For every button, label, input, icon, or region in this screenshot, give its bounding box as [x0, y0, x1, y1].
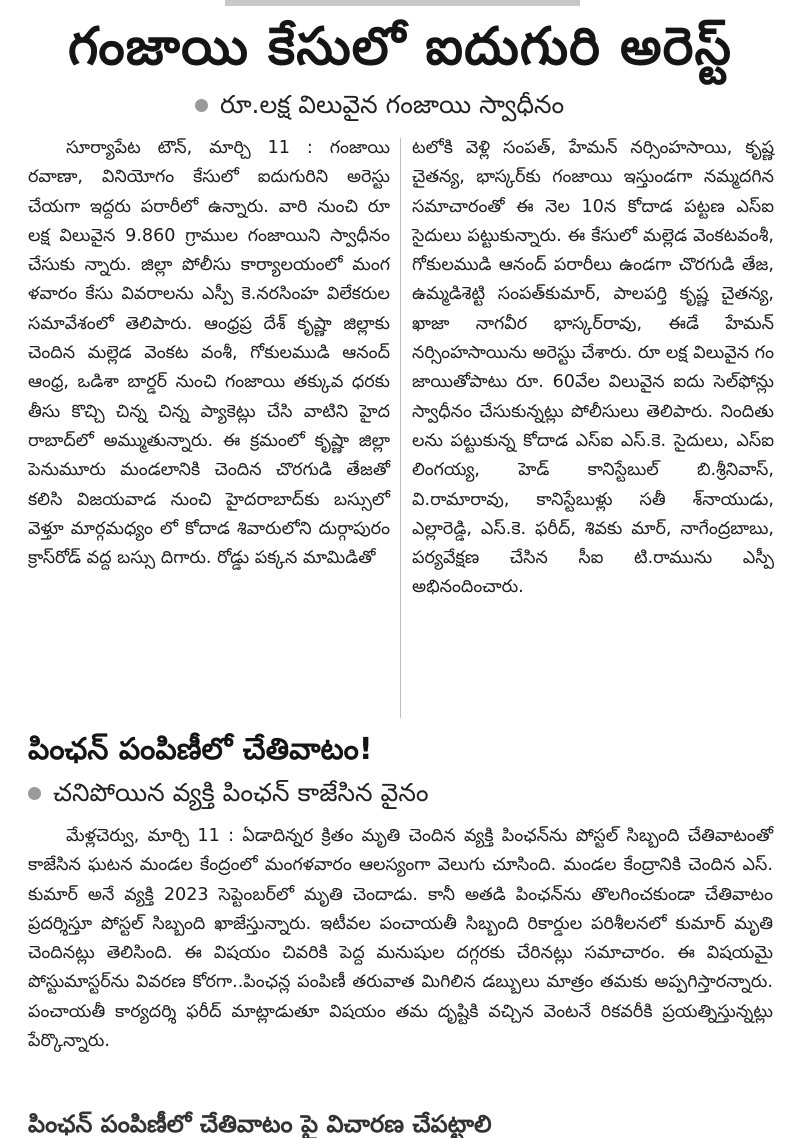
bullet-icon: [195, 99, 208, 112]
article-subheadline-text: రూ.లక్ష విలువైన గంజాయి స్వాధీనం: [220, 90, 565, 119]
second-article-text: మేళ్లచెర్వు, మార్చి 11 : ఏడాదిన్నర క్రితం మృతి చెందిన వ్యక్తి పింఛన్‌ను పోస్టల్ సిబ్బంది చేతివాటంతో కాజేసిన ఘటన మండల కేంద్రంలో మంగళవారం ఆలస్యంగా వెలుగు చూసింది. మండల కేంద్రానికి చెందిన ఎస్. కుమార్ అనే వ్యక్తి 2023 సెప్టెంబర్‌లో మృతి చెందాడు. కానీ అతడి పింఛన్‌ను తొలగించకుండా చేతివాటం ప్రదర్శిస్తూ పోస్టల్ సిబ్బంది ఖాజేస్తున్నారు. ఇటీవల పంచాయతీ సిబ్బంది రికార్డుల పరిశీలనలో కుమార్ మృతి చెందినట్లు తెలిసింది. ఈ విషయం చివరికి పెద్ద మనుషుల దగ్గరకు చేరినట్లు సమాచారం. ఈ విషయమై పోస్టుమాస్టర్‌ను వివరణ కోరగా..పింఛన్ల పంపిణీ తరువాత మిగిలిన డబ్బులు మాత్రం తమకు అప్పగిస్తారన్నారు. పంచాయతీ కార్యదర్శి ఫరీద్ మాట్లాడుతూ విషయం తమ దృష్టికి వచ్చిన వెంటనే రికవరీకి ప్రయత్నిస్తున్నట్లు పేర్కొన్నారు.: [28, 826, 773, 1052]
article-right-text: టలోకి వెళ్లి సంపత్, హేమన్ నర్సింహసాయి, కృష్ణ చైతన్య, భాస్కర్‌కు గంజాయి ఇస్తుండగా నమ్మదగిన సమాచారంతో ఈ నెల 10న కోదాడ పట్టణ ఎస్ఐ సైదులు పట్టుకున్నారు. ఈ కేసులో మల్లెడ వెంకటవంశీ, గోకులముడి ఆనంద్ పరారీలు ఉండగా చొరగుడి తేజ, ఉమ్మడిశెట్టి సంపత్‌కుమార్, పాలపర్తి కృష్ణ చైతన్య, ఖాజా నాగవీర భాస్కర్‌రావు, ఈడే హేమన్ నర్సింహసాయిను అరెస్టు చేశారు. రూ లక్ష విలువైన గం జాయితోపాటు రూ. 60వేల విలువైన ఐదు సెల్‌ఫోన్లు స్వాధీనం చేసుకున్నట్లు పోలీసులు తెలిపారు. నిందితు లను పట్టుకున్న కోదాడ ఎస్ఐ ఎస్.కె. సైదులు, ఎస్ఐ లింగయ్య, హెడ్ కానిస్టేబుల్ బి.శ్రీనివాస్, వి.రామారావు, కానిస్టేబుళ్లు సతీ శ్‌నాయుడు, ఎల్లారెడ్డి, ఎస్.కె. ఫరీద్, శివకు మార్, నాగేంద్రబాబు, పర్యవేక్షణ చేసిన సీఐ టి.రామును ఎస్పీ అభినందించారు.: [412, 138, 774, 598]
bullet-icon: [28, 787, 41, 800]
cut-off-text: పింఛన్ పంపిణీలో చేతివాటం పై విచారణ చేపట్టాలి: [28, 1110, 492, 1138]
article-left-text: సూర్యాపేట టౌన్, మార్చి 11 : గంజాయి రవాణా, వినియోగం కేసులో ఐదుగురిని అరెస్టు చేయగా ఇద్దరు పరారీలో ఉన్నారు. వారి నుంచి రూ లక్ష విలువైన 9.860 గ్రాముల గంజాయిని స్వాధీనం చేసుకు న్నారు. జిల్లా పోలీసు కార్యాలయంలో మంగ ళవారం కేసు వివరాలను ఎస్పీ కె.నరసింహ విలేకరుల సమావేశంలో తెలిపారు. ఆంధ్రప్ర దేశ్ కృష్ణా జిల్లాకు చెందిన మల్లెడ వెంకట వంశీ, గోకులముడి ఆనంద్ ఆంధ్ర, ఒడిశా బార్డర్ నుంచి గంజాయి తక్కువ ధరకు తీసు కొచ్చి చిన్న చిన్న ప్యాకెట్లు చేసి వాటిని హైద రాబాద్‌లో అమ్ముతున్నారు. ఈ క్రమంలో కృష్ణా జిల్లా పెనుమూరు మండలానికి చెందిన చొరగుడి తేజతో కలిసి విజయవాడ నుంచి హైదరాబాద్‌కు బస్సులో వెళ్తూ మార్గమధ్యం లో కోదాడ శివారులోని దుర్గాపురం క్రాస్‌రోడ్ వద్ద బస్సు దిగారు. రోడ్డు పక్కన మామిడితో: [28, 138, 390, 569]
column-divider: [400, 138, 401, 718]
article-right-column: [412, 134, 774, 724]
second-article-subheadline-text: చనిపోయిన వ్యక్తి పింఛన్ కాజేసిన వైనం: [53, 778, 429, 807]
cut-off-next-headline: [0, 1110, 800, 1138]
second-article-subheadline: [28, 776, 429, 810]
article-left-column: [28, 134, 390, 724]
top-rule: [225, 0, 580, 6]
second-article-headline: పింఛన్ పంపిణీలో చేతివాటం!: [28, 732, 373, 767]
article-subheadline: [195, 88, 564, 122]
article-headline: గంజాయి కేసులో ఐదుగురి అరెస్ట్: [68, 17, 732, 77]
second-article-body: [28, 822, 773, 1122]
